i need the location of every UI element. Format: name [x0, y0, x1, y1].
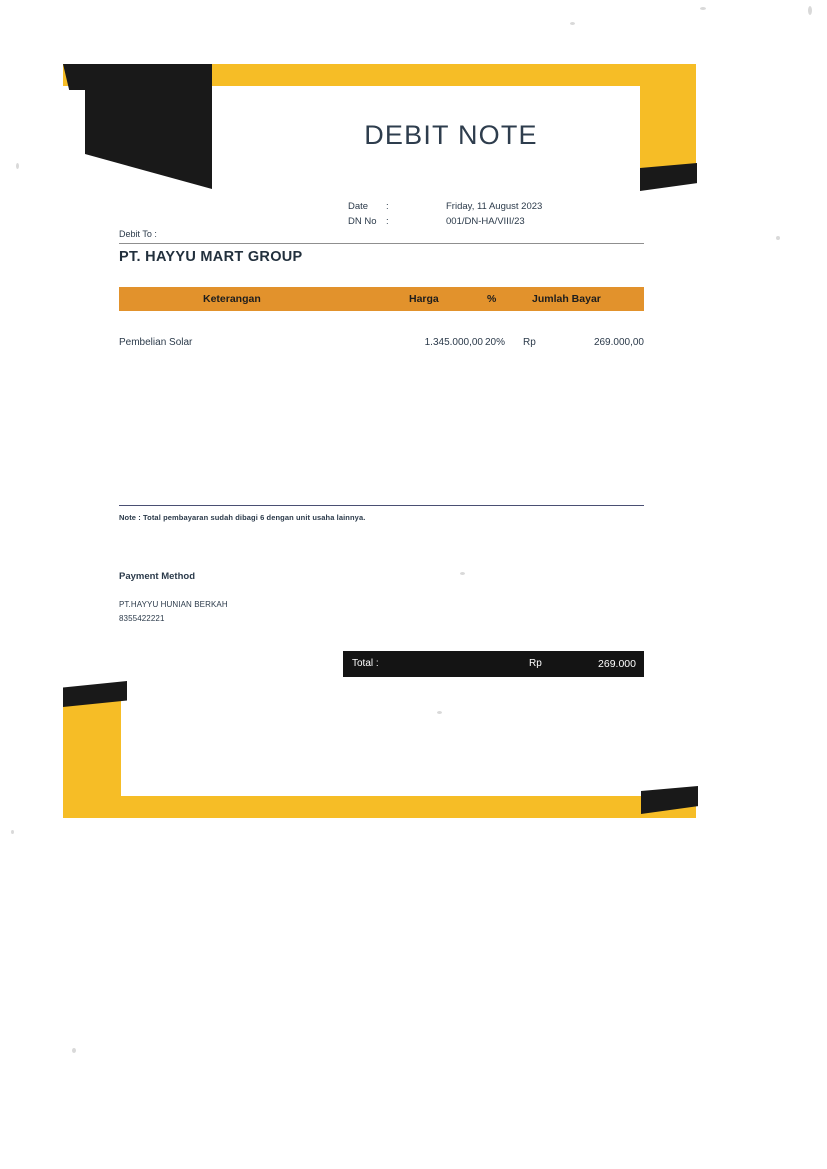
cell-percent: 20% — [485, 337, 506, 348]
meta-value-dn-no: 001/DN-HA/VIII/23 — [446, 216, 525, 227]
table-header-row — [119, 287, 644, 311]
column-header-keterangan: Keterangan — [203, 293, 261, 305]
cell-amount: 269.000,00 — [593, 337, 644, 348]
meta-row-dn-no — [348, 214, 542, 229]
cell-description: Pembelian Solar — [119, 337, 193, 348]
note-divider — [119, 505, 644, 506]
top-right-yellow-block — [640, 64, 696, 174]
document-meta — [348, 199, 542, 229]
meta-value-date: Friday, 11 August 2023 — [446, 201, 543, 212]
scan-speck — [437, 711, 442, 714]
scan-speck — [776, 236, 780, 240]
column-header-percent: % — [487, 293, 497, 305]
meta-colon-date: : — [386, 201, 389, 212]
document-title: DEBIT NOTE — [364, 120, 538, 150]
payment-account-number: 8355422221 — [119, 614, 165, 623]
scan-speck — [11, 830, 14, 834]
meta-label-dn-no: DN No — [348, 216, 377, 227]
meta-colon-dn-no: : — [386, 216, 389, 227]
cell-harga: 1.345.000,00 — [424, 337, 483, 348]
meta-row-date — [348, 199, 542, 214]
scan-speck — [460, 572, 465, 575]
scan-speck — [700, 7, 706, 10]
total-label: Total : — [352, 658, 379, 669]
total-currency: Rp — [529, 658, 542, 669]
payment-method-heading: Payment Method — [119, 571, 196, 582]
column-header-jumlah-bayar: Jumlah Bayar — [532, 293, 601, 305]
cell-currency: Rp — [523, 337, 536, 348]
meta-label-date: Date — [348, 201, 369, 212]
scan-speck — [570, 22, 575, 25]
scan-speck — [72, 1048, 76, 1053]
scan-speck — [16, 163, 19, 169]
debit-to-label: Debit To : — [119, 229, 157, 239]
column-header-harga: Harga — [409, 293, 439, 305]
note-text: Note : Total pembayaran sudah dibagi 6 dengan unit usaha lainnya. — [119, 513, 366, 522]
bottom-left-yellow-frame — [63, 690, 696, 818]
debit-to-rule — [119, 243, 644, 244]
debit-to-name: PT. HAYYU MART GROUP — [119, 249, 303, 265]
payment-account-name: PT.HAYYU HUNIAN BERKAH — [119, 600, 228, 609]
scan-speck — [808, 6, 812, 15]
total-bar — [343, 651, 644, 677]
total-value: 269.000 — [598, 658, 636, 670]
